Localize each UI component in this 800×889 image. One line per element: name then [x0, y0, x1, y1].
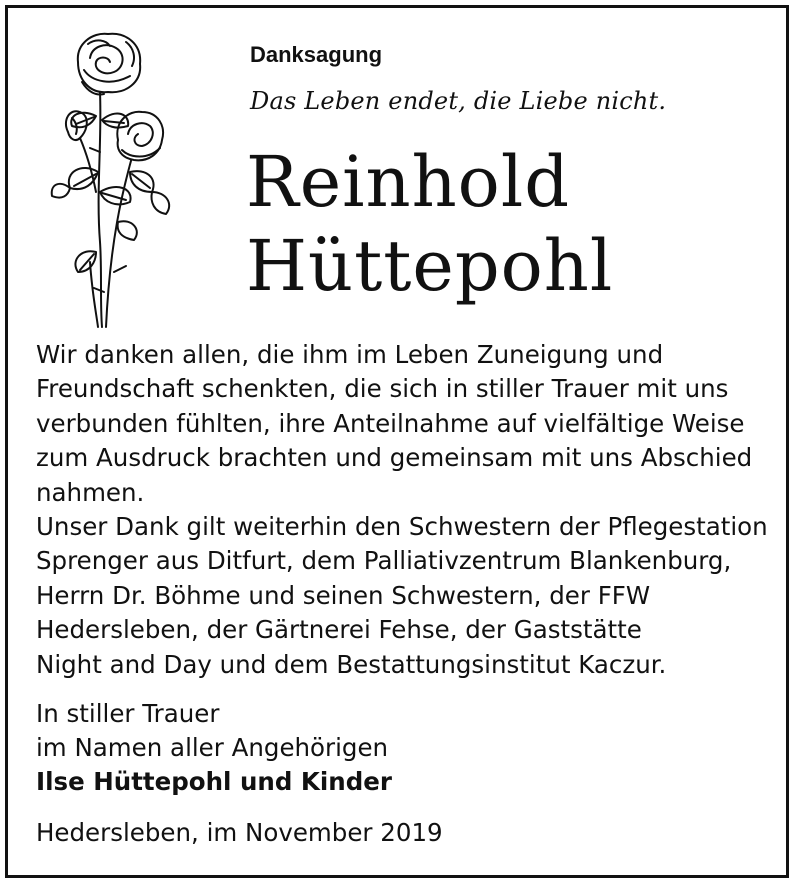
deceased-last-name: Hüttepohl — [246, 225, 614, 307]
thanks-text — [36, 338, 776, 682]
thanks-paragraph-2: Unser Dank gilt weiterhin den Schwestern der Pflegestation Sprenger aus Ditfurt, dem Palliativzentrum Blankenburg, Herrn Dr. Böhme und seinen Schwestern, der FFW Hedersleben, der Gärtnerei Fehse, der Gaststätte Night and Day und dem Bestattungsinstitut Kaczur. — [36, 512, 768, 679]
signer-name: Ilse Hüttepohl und Kinder — [36, 767, 392, 796]
closing-line-2: im Namen aller Angehörigen — [36, 733, 389, 762]
notice-header — [250, 40, 770, 118]
rose-illustration-icon — [30, 22, 180, 332]
deceased-first-name: Reinhold — [246, 141, 571, 223]
thanks-paragraph-1: Wir danken allen, die ihm im Leben Zuneigung und Freundschaft schenkten, die sich in stiller Trauer mit uns verbunden fühlten, ihre Anteilnahme auf vielfältige Weise zum Ausdruck brachten und gemeinsam mit uns Abschied nahmen. — [36, 340, 753, 507]
closing-block — [36, 697, 776, 799]
notice-motto: Das Leben endet, die Liebe nicht. — [250, 87, 667, 115]
closing-line-1: In stiller Trauer — [36, 699, 220, 728]
place-date: Hedersleben, im November 2019 — [36, 818, 443, 847]
deceased-name — [246, 140, 613, 308]
notice-heading: Danksagung — [250, 42, 383, 67]
